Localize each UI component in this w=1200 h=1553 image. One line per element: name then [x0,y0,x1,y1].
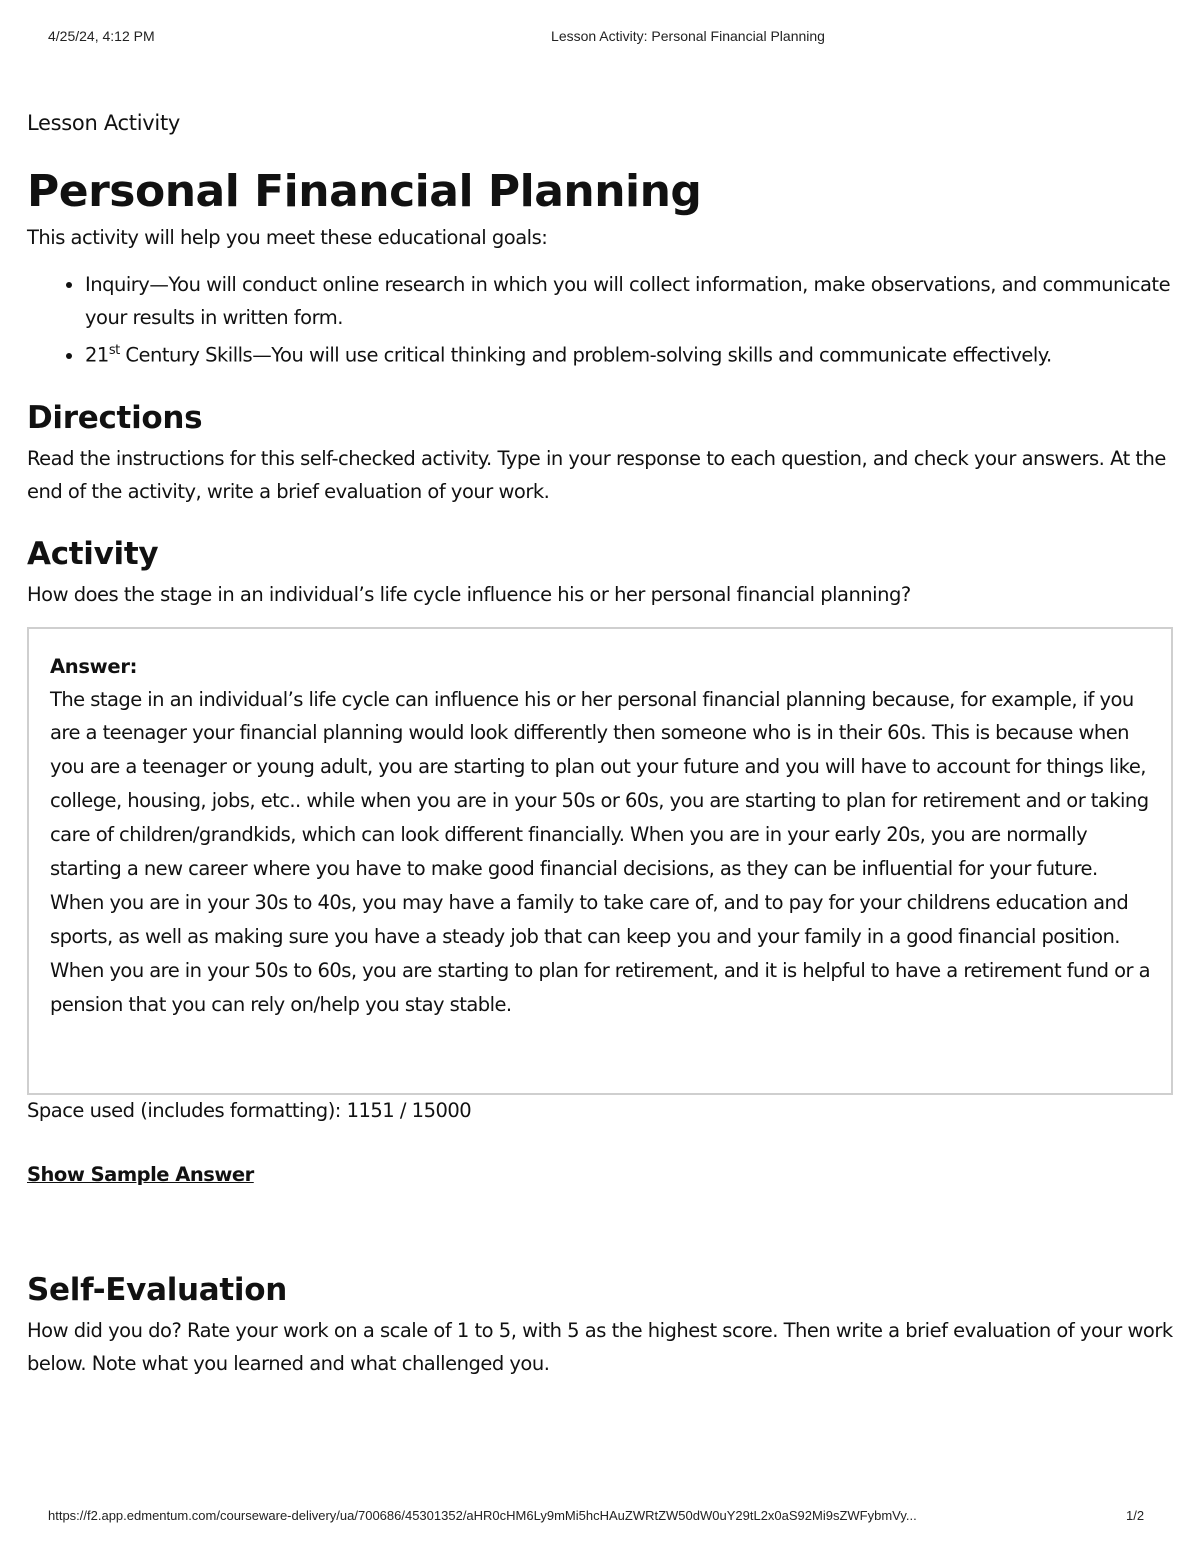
goal-item-inquiry [85,268,1177,334]
print-header [0,28,1200,48]
goals-list [27,268,1177,372]
goal-superscript: st [108,343,120,358]
answer-text[interactable]: The stage in an individual’s life cycle can influence his or her personal financial planning because, for example, if you are a teenager your financial planning would look differently then someone who is in their 60s. This is because when you are a teenager or young adult, you are starting to plan out your future and you will have to account for things like, college, housing, jobs, etc.. while when you are in your 50s or 60s, you are starting to plan for retirement and or taking care of children/grandkids, which can look different financially. When you are in your early 20s, you are normally starting a new career where you have to make good financial decisions, as they can be influential for your future. When you are in your 30s to 40s, you may have a family to take care of, and to pay for your childrens education and sports, as well as making sure you have a steady job that can keep you and your family in a good financial position. When you are in your 50s to 60s, you are starting to plan for retirement, and it is helpful to have a retirement fund or a pension that you can rely on/help you stay stable. [50,687,1151,1016]
answer-label: Answer: [50,654,138,678]
goal-text: Inquiry—You will conduct online research in which you will collect information, make observations, and communicate your results in written form. [85,273,1171,329]
self-evaluation-heading: Self-Evaluation [27,1271,288,1308]
directions-text: Read the instructions for this self-checked activity. Type in your response to each question, and check your answers. At the end of the activity, write a brief evaluation of your work. [27,446,1166,503]
print-doc-title: Lesson Activity: Personal Financial Planning [551,28,825,44]
goal-item-skills [85,334,1177,372]
show-sample-answer-link[interactable]: Show Sample Answer [27,1162,254,1186]
answer-field[interactable] [27,627,1173,1095]
print-page-number: 1/2 [1126,1508,1145,1523]
goals-intro: This activity will help you meet these educational goals: [27,226,548,249]
lesson-kicker: Lesson Activity [27,111,181,135]
self-evaluation-text: How did you do? Rate your work on a scale of 1 to 5, with 5 as the highest score. Then write a brief evaluation of your work below. Note what you learned and what challenged you. [27,1318,1173,1375]
space-used-counter: Space used (includes formatting): 1151 / 15000 [27,1098,472,1122]
activity-heading: Activity [27,535,159,572]
print-datetime: 4/25/24, 4:12 PM [48,28,155,44]
lesson-content [27,108,1177,1380]
goal-prefix: 21 [85,343,109,367]
directions-section [27,398,1177,508]
activity-question: How does the stage in an individual’s life cycle influence his or her personal financial planning? [27,582,911,606]
goal-text: Century Skills—You will use critical thinking and problem-solving skills and communicate effectively. [119,343,1052,367]
activity-section [27,534,1177,1186]
print-url: https://f2.app.edmentum.com/courseware-delivery/ua/700686/45301352/aHR0cHM6Ly9mMi5hcHAuZWRtZW50dW0uY29tL2x0aS92Mi9sZWFybmVy... [48,1508,917,1523]
page-title: Personal Financial Planning [27,166,702,217]
self-evaluation-section [27,1270,1177,1380]
directions-heading: Directions [27,399,203,436]
